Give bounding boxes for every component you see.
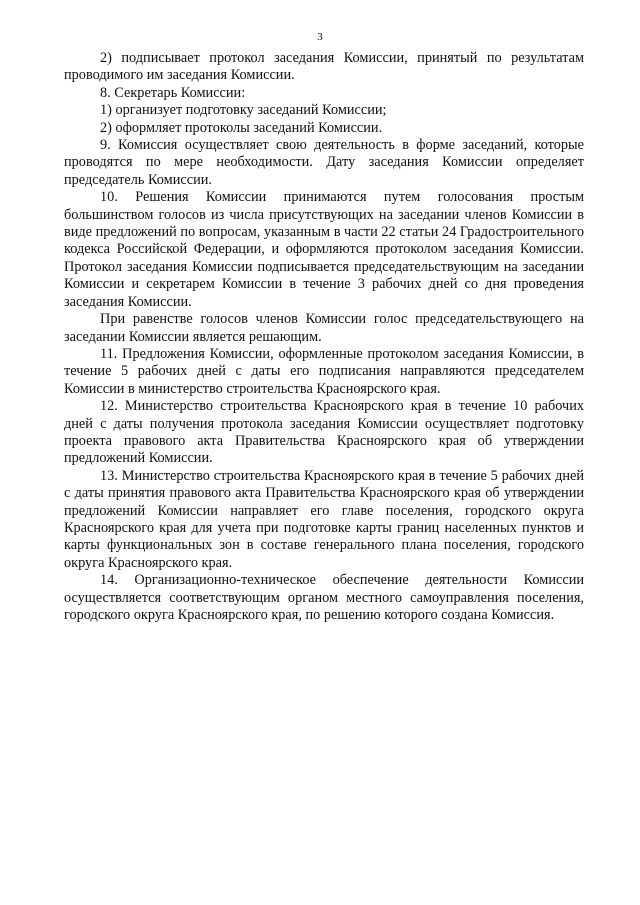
- page-number: 3: [317, 31, 323, 43]
- paragraph-section-9: 9. Комиссия осуществляет свою деятельность в форме заседаний, которые проводятся по мере необходимости. Дату заседания Комиссии определяет председатель Комиссии.: [64, 137, 584, 188]
- paragraph-section-11: 11. Предложения Комиссии, оформленные протоколом заседания Комиссии, в течение 5 рабочих дней с даты его подписания направляются председателем Комиссии в министерство строительства Красноярского края.: [64, 345, 584, 397]
- paragraph-item-7-2: 2) подписывает протокол заседания Комиссии, принятый по результатам проводимого им заседания Комиссии.: [64, 50, 584, 84]
- paragraph-item-8-1: 1) организует подготовку заседаний Комиссии;: [100, 102, 387, 119]
- paragraph-section-10: 10. Решения Комиссии принимаются путем голосования простым большинством голосов из числа присутствующих на заседании членов Комиссии в виде предложений по вопросам, указанным в части 22 статьи 24 Градостроительного кодекса Российской Федерации, и оформляются протоколом заседания Комиссии. Протокол заседания Комиссии подписывается председательствующим на заседании Комиссии и секретарем Комиссии в течение 3 рабочих дней со дня проведения заседания Комиссии.: [64, 189, 584, 310]
- paragraph-section-12: 12. Министерство строительства Красноярского края в течение 10 рабочих дней с даты получения протокола заседания Комиссии осуществляет подготовку проекта правового акта Правительства Красноярского края об утверждении предложений Комиссии.: [64, 398, 584, 467]
- document-body: [64, 50, 584, 624]
- paragraph-section-13: 13. Министерство строительства Красноярского края в течение 5 рабочих дней с даты принятия правового акта Правительства Красноярского края об утверждении предложений Комиссии направляет его главе поселения, городского округа Красноярского края для учета при подготовке карты границ населенных пунктов и карты функциональных зон в составе генерального плана поселения, городского округа Красноярского края.: [64, 467, 584, 571]
- paragraph-section-14: 14. Организационно-техническое обеспечение деятельности Комиссии осуществляется соответствующим органом местного самоуправления поселения, городского округа Красноярского края, по решению которого создана Комиссия.: [64, 572, 584, 623]
- paragraph-section-10-tie: При равенстве голосов членов Комиссии голос председательствующего на заседании Комиссии является решающим.: [64, 311, 584, 345]
- paragraph-item-8-2: 2) оформляет протоколы заседаний Комиссии.: [100, 119, 383, 136]
- paragraph-section-8-heading: 8. Секретарь Комиссии:: [100, 84, 246, 101]
